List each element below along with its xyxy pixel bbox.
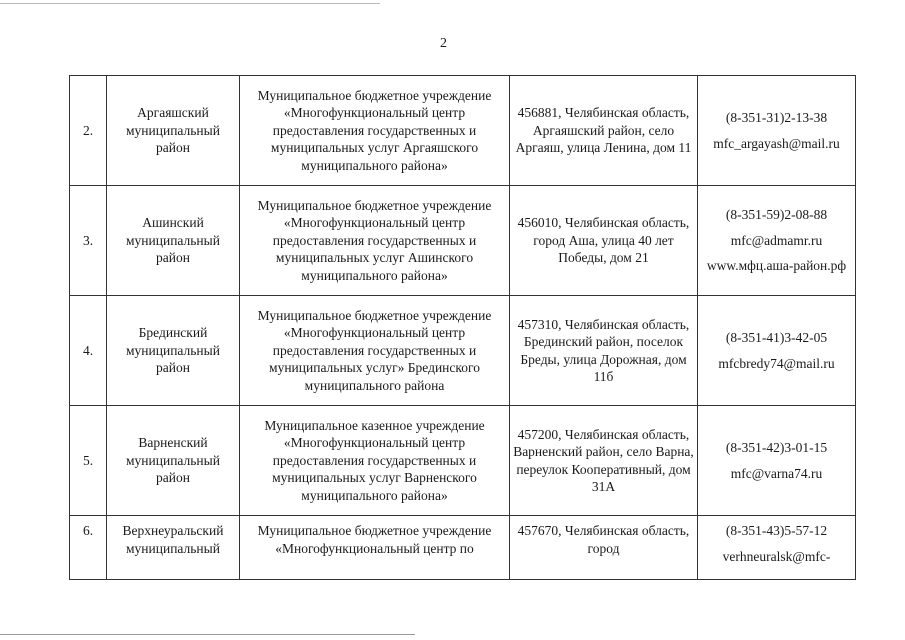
postal-address: 456010, Челябинская область, город Аша, улица 40 лет Победы, дом 21 (510, 186, 698, 296)
district-name: Верхнеуральский муниципальный (107, 516, 240, 580)
district-name: Брединский муниципальный район (107, 296, 240, 406)
row-number: 3. (70, 186, 107, 296)
email-link[interactable]: mfc@varna74.ru (730, 465, 823, 481)
phone-number: (8-351-41)3-42-05 (725, 330, 828, 345)
organization-name: Муниципальное бюджетное учреждение «Многофункциональный центр предоставления государственных и муниципальных услуг Аргаяшского муниципального района» (240, 76, 510, 186)
page-number: 2 (440, 36, 447, 51)
top-rule (0, 3, 380, 4)
postal-address: 457310, Челябинская область, Брединский район, поселок Бреды, улица Дорожная, дом 11б (510, 296, 698, 406)
mfc-registry-table (69, 75, 856, 580)
contacts-cell (698, 186, 856, 296)
table-row (70, 76, 856, 186)
phone-number: (8-351-43)5-57-12 (725, 523, 828, 538)
organization-name: Муниципальное бюджетное учреждение «Многофункциональный центр предоставления государственных и муниципальных услуг» Брединского муниципального района (240, 296, 510, 406)
row-number: 4. (70, 296, 107, 406)
contacts-cell (698, 296, 856, 406)
contacts-cell (698, 76, 856, 186)
table-row (70, 516, 856, 580)
postal-address: 457670, Челябинская область, город (510, 516, 698, 580)
district-name: Варненский муниципальный район (107, 406, 240, 516)
bottom-rule (0, 634, 415, 635)
row-number: 5. (70, 406, 107, 516)
organization-name: Муниципальное бюджетное учреждение «Многофункциональный центр предоставления государственных и муниципальных услуг Ашинского муниципального района» (240, 186, 510, 296)
postal-address: 456881, Челябинская область, Аргаяшский район, село Аргаяш, улица Ленина, дом 11 (510, 76, 698, 186)
email-link[interactable]: verhneuralsk@mfc- (722, 548, 831, 564)
row-number: 2. (70, 76, 107, 186)
phone-number: (8-351-59)2-08-88 (725, 207, 828, 223)
organization-name: Муниципальное бюджетное учреждение «Многофункциональный центр по (240, 516, 510, 580)
phone-number: (8-351-31)2-13-38 (725, 110, 828, 125)
table-row (70, 186, 856, 296)
organization-name: Муниципальное казенное учреждение «Многофункциональный центр предоставления государственных и муниципальных услуг Варненского муниципального района» (240, 406, 510, 516)
website-link[interactable]: www.мфц.аша-район.рф (706, 258, 847, 274)
contacts-cell (698, 406, 856, 516)
contacts-cell (698, 516, 856, 580)
phone-number: (8-351-42)3-01-15 (725, 440, 828, 455)
district-name: Аргаяшский муниципальный район (107, 76, 240, 186)
table-row (70, 406, 856, 516)
email-link[interactable]: mfc_argayash@mail.ru (713, 135, 840, 151)
row-number: 6. (70, 516, 107, 580)
table-row (70, 296, 856, 406)
district-name: Ашинский муниципальный район (107, 186, 240, 296)
postal-address: 457200, Челябинская область, Варненский район, село Варна, переулок Кооперативный, дом 31А (510, 406, 698, 516)
email-link[interactable]: mfcbredy74@mail.ru (718, 355, 835, 371)
email-link[interactable]: mfc@admamr.ru (730, 232, 823, 248)
